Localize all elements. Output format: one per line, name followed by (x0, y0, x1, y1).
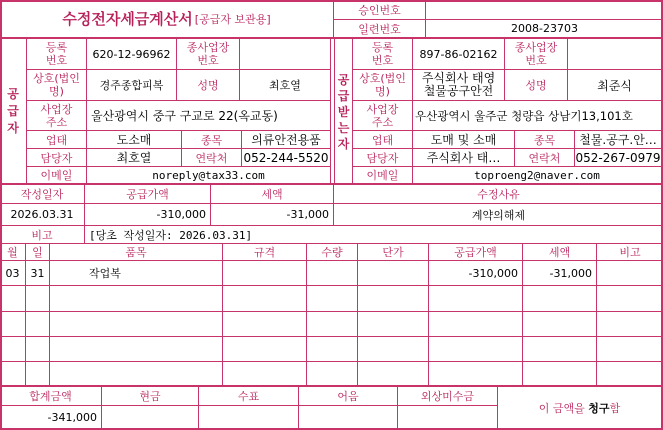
supplier-ceo-value: 최호열 (269, 79, 301, 92)
credit-label: 외상미수금 (420, 390, 475, 403)
item-day: 31 (30, 266, 45, 280)
buyer-branch-label: 종사업장번호 (514, 41, 558, 67)
buyer-biz-value: 도매 및 소매 (430, 133, 497, 147)
claim-post: 함 (609, 401, 621, 415)
buyer-reg-label: 등록번호 (371, 41, 394, 67)
tax-label: 세액 (261, 188, 283, 201)
document-title (0, 0, 333, 37)
title-sub: [공급자 보관용] (194, 12, 271, 26)
buyer-phone-label: 연락처 (528, 151, 561, 165)
buyer-addr-label: 사업장주소 (366, 102, 399, 129)
total-value: -341,000 (47, 410, 97, 424)
side-char: 는 (337, 120, 350, 135)
items-header-tax: 세액 (548, 246, 571, 259)
items-header-month: 월 (7, 246, 18, 259)
supplier-manager-value: 최호열 (116, 151, 152, 165)
items-header-note: 비고 (619, 246, 641, 259)
supplier-addr-label: 사업장주소 (40, 102, 73, 129)
check-label: 수표 (237, 390, 260, 403)
item-supply: -310,000 (468, 266, 518, 280)
buyer-item-value: 철물.공구.안… (579, 133, 657, 147)
side-char: 급 (337, 88, 350, 103)
items-header-day: 일 (32, 246, 43, 259)
supply-value: -310,000 (156, 208, 206, 221)
serial-label: 일련번호 (358, 22, 401, 36)
supplier-phone-value: 052-244-5520 (243, 150, 329, 165)
buyer-addr-value: 우산광역시 울주군 청량읍 상남기13,101호 (415, 108, 633, 123)
supplier-name-value: 경주종합피복 (99, 79, 164, 92)
title-main: 수정전자세금계산서 (62, 10, 193, 28)
item-qty (307, 261, 357, 285)
date-label: 작성일자 (20, 188, 64, 201)
items-header-spec: 규격 (253, 246, 276, 259)
supplier-name-label: 상호(법인명) (33, 72, 80, 98)
date-value: 2026.03.31 (10, 208, 74, 221)
buyer-phone-value: 052-267-0979 (575, 150, 661, 165)
reason-value: 계약의해제 (471, 208, 526, 222)
side-char: 공 (337, 72, 350, 87)
serial-value: 2008-23703 (511, 22, 578, 35)
side-char: 자 (337, 136, 350, 151)
supplier-phone-label: 연락처 (195, 151, 228, 165)
supplier-reg-label: 등록번호 (45, 41, 68, 67)
side-char: 자 (7, 121, 19, 135)
buyer-manager-label: 담당자 (366, 151, 399, 165)
buyer-reg-value: 897-86-02162 (419, 47, 498, 61)
note-value: [당초 작성일자: 2026.03.31] (89, 228, 253, 242)
items-header-qty: 수량 (321, 246, 343, 259)
item-note (597, 261, 663, 285)
buyer-biz-label: 업태 (371, 133, 394, 147)
buyer-email-value: toproeng2@naver.com (474, 168, 600, 182)
item-month: 03 (5, 266, 20, 280)
supplier-email-label: 이메일 (40, 169, 73, 182)
buyer-item-label: 종목 (533, 133, 556, 147)
reason-label: 수정사유 (477, 188, 520, 201)
supplier-ceo-label: 성명 (197, 79, 219, 92)
claim-pre: 이 금액을 (538, 401, 589, 415)
buyer-email-label: 이메일 (366, 169, 399, 182)
promissory-label: 어음 (337, 390, 359, 403)
supplier-biz-value: 도소매 (116, 133, 152, 147)
items-header-supply: 공급가액 (454, 246, 497, 259)
supply-label: 공급가액 (126, 188, 169, 201)
buyer-branch-value (568, 39, 661, 69)
item-name: 작업복 (89, 267, 121, 280)
buyer-name-label: 상호(법인명) (359, 72, 406, 98)
supplier-email-value: noreply@tax33.com (152, 168, 265, 182)
buyer-name-line2: 철물공구안전 (423, 84, 494, 98)
item-unit-price (358, 261, 428, 285)
note-label: 비고 (31, 228, 53, 242)
buyer-ceo-value: 최준식 (597, 78, 632, 93)
supplier-branch-label: 종사업장번호 (186, 41, 230, 67)
item-spec (223, 261, 306, 285)
supplier-item-value: 의류안전용품 (251, 133, 321, 147)
tax-value: -31,000 (286, 208, 329, 221)
supplier-manager-label: 담당자 (40, 151, 73, 165)
side-char: 받 (337, 104, 350, 119)
claim-bold: 청구 (588, 401, 610, 415)
supplier-addr-value: 울산광역시 중구 구교로 22(옥교동) (91, 109, 278, 123)
buyer-manager-value: 주식회사 태… (426, 151, 501, 165)
buyer-ceo-label: 성명 (525, 79, 547, 92)
approval-value (426, 0, 663, 19)
supplier-branch-value (240, 39, 330, 69)
supplier-reg-value: 620-12-96962 (92, 47, 171, 61)
items-header-unit-price: 단가 (382, 246, 404, 259)
buyer-name-line1: 주식회사 태영 (421, 71, 496, 85)
cash-label: 현금 (139, 390, 161, 403)
supplier-side-label (0, 39, 26, 184)
claim-text (498, 387, 661, 428)
total-label: 합계금액 (29, 390, 72, 403)
supplier-biz-label: 업태 (45, 133, 68, 147)
buyer-name-value (413, 70, 504, 100)
items-header-item: 품목 (125, 246, 147, 259)
supplier-item-label: 종목 (200, 133, 223, 147)
approval-label: 승인번호 (358, 3, 401, 17)
buyer-side-label (335, 39, 352, 184)
item-tax: -31,000 (549, 266, 592, 280)
side-char: 공 (7, 87, 19, 101)
side-char: 급 (7, 104, 19, 118)
